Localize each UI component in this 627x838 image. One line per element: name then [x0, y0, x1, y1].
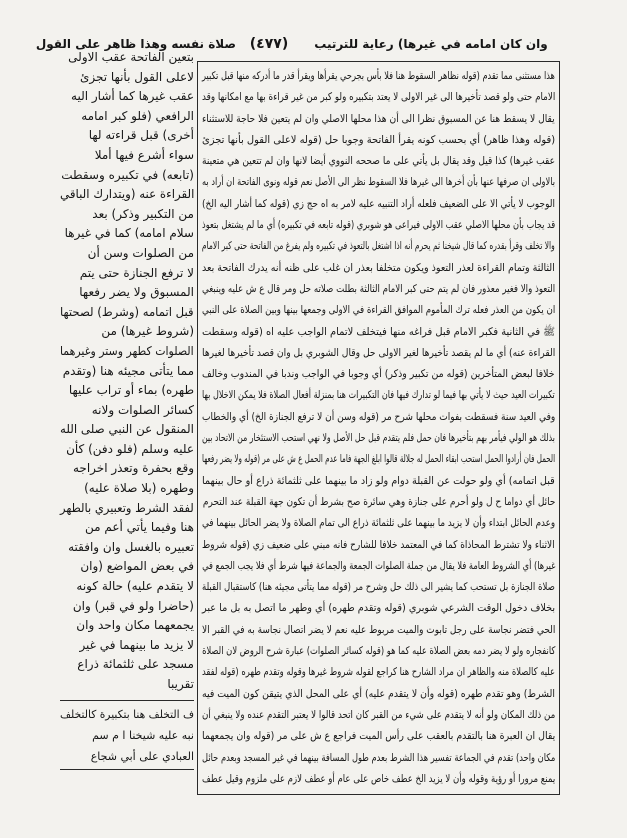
commentary-line [202, 364, 555, 385]
margin-line-text: قبل اتمامه (وشرط) لصحتها [60, 304, 194, 319]
commentary-line-text: الامام حتى ولو قصد تأخيرها الى غير الاولى لا يعتد بتكبيره ولو كبر من غير قراءة بها مع امكانها وقد [201, 91, 555, 104]
commentary-line-text: ان يكون من العذر فعله ترك المأموم الموافق القراءة في الاولى وجمعها بينها وبين الصلاة على النبي [201, 304, 555, 317]
commentary-line-text: ﷺ في الثانية فكبر الامام قبل فراغه منها فيتخلف لاتمام الواجب عليه اه (قوله وسقطت [201, 325, 555, 338]
margin-line-text: لا ترفع الجنازة حتى يتم [79, 265, 194, 280]
commentary-line-text: الثالثة وتمام القراءة لعذر التعوذ ويكون متخلفا بعذر ان غلب على ظنه أنه يدرك الفاتحة بعد [202, 261, 555, 274]
commentary-line [202, 471, 555, 492]
margin-line-text: سلام امامه) كما في غيرها [64, 226, 194, 241]
commentary-line-text: القراءة عنه) أي ما لم يقصد تأخيرها لغير الاولى حل وقال الشوبري بل وان قصد تأخيرها لغيرها [201, 346, 555, 359]
commentary-line [202, 322, 555, 343]
footnote-line-text: العبادي على أبي شجاع [90, 750, 194, 763]
commentary-line [202, 258, 555, 279]
commentary-line-text: التعوذ والا فغير معذور فان لم يتم حتى كبر الامام الثالثة بطلت صلاته حل ومر قال ع ش عليه وينبغي [201, 282, 555, 295]
margin-line-text: لاعلى القول بأنها تجزئ [79, 69, 194, 84]
margin-line-text: لا يتقدم عليه) حالة كونه [76, 579, 194, 594]
commentary-line [202, 385, 555, 406]
margin-line [60, 48, 194, 68]
margin-line-text: مسجد على ثلثمائة ذراع [77, 657, 194, 672]
commentary-line [202, 449, 555, 470]
commentary-line-text: يقال لا يسقط هنا عن المسبوق نظرا الى أن هذا محلها الاصلي وان لم يتعين فلا حاجة للاستثناء [202, 112, 555, 125]
margin-line-text: القراءة عنه (ويتدارك الباقي [59, 187, 194, 202]
running-header-left: صلاة نفسه وهذا ظاهر على القول [35, 37, 236, 51]
margin-line-text: يجمعهما مكان واحد وان [76, 618, 194, 633]
margin-line [60, 322, 194, 342]
commentary-line [202, 726, 555, 747]
margin-line-text: تقريبا [167, 677, 194, 691]
commentary-line-text: غيرها) أي الشروط العامة فلا يقال من جملة الصلوات الجمعة والجماعة فيها شرط أي فلا يجب الجمع في [201, 559, 555, 572]
margin-line-text: (شروط غيرها) من [101, 324, 194, 339]
commentary-line [202, 769, 555, 790]
commentary-line-text: تكبيرات العيد حيث لا يأتي بها فيما لو تدارك فيها فان التكبيرات هنا بمنزلة أفعال الصلاة فلا يمكن الاخلال بها [202, 389, 555, 402]
commentary-line-text: عقب غيرها) كذا قيل وقد يقال بل يأتي على ما صححه النووي أيضا لانها وان لم تتعين هي متعينة [202, 155, 555, 168]
commentary-line [202, 684, 555, 705]
commentary-line [202, 194, 555, 215]
commentary-line [202, 172, 555, 193]
margin-line-text: تعبيره بالغسل وان وافقته [68, 539, 194, 554]
commentary-line-text: بالاولى ان صرفها عنها بأن أخرها الى غيرها فلا السقوط نظر الى الأصل نعم قوله ونوى الفاتحة ان أراد به [201, 176, 555, 189]
commentary-line-text: قد يجاب بأن محلها الاصلي عقب الاولى فيراعى هو شوبري (قوله تابعه في تكبيره) أي ما لم يشتغل بتعوذ [201, 219, 555, 232]
commentary-line [202, 428, 555, 449]
margin-line-text: مما يتأتى مجيئه هنا (وتقدم [62, 363, 194, 378]
commentary-line [202, 300, 555, 321]
margin-line-text: المسبوق ولا يضر رفعها [79, 285, 194, 300]
commentary-line [202, 236, 555, 257]
commentary-line-text: يمنع مرورا أو رؤية وقوله وأن لا يزيد الخ عطف خاص على عام أو عطف لازم على ملزوم وقيل عطف [201, 772, 555, 785]
commentary-line-text: عليه كالصلاة منه والظاهر ان مراد الشارح هنا كراجع لقوله شروط غيرها وقوله وتقدم طهره (قوله لفقد [201, 666, 555, 679]
margin-line-text: من التكبير وذكر) بعد [92, 206, 194, 221]
commentary-line-text: مكان واحد) تقدم في الجماعة تفسير هذا الشرط بعدم طول المسافة بينهما في غير المسجد وبعدم حائل [201, 751, 555, 764]
commentary-line-text: وعدم الحائل ابتداء وأن لا يزيد ما بينهما على ثلثمائة ذراع الى تمام الصلاة ولا يضر الحائل بينهما في [201, 517, 555, 530]
footnote-line-text: نبه عليه شيخنا ا م سم [92, 729, 194, 742]
commentary-line [202, 109, 555, 130]
margin-line-text: وقع بحفرة وتعذر اخراجه [72, 461, 194, 476]
commentary-line [202, 641, 555, 662]
margin-line-text: من الصلوات وسن أن [87, 245, 194, 260]
footnote-line-text: ف التخلف هنا بتكبيرة كالتخلف [59, 708, 194, 721]
commentary-line [202, 151, 555, 172]
margin-line-text: المنقول عن النبي صلى الله [60, 422, 194, 437]
commentary-line-text: كانفجاره ولو لا يضر دمه بعض الصلاة عليه كما هو (قوله كسائر الصلوات) عبارة شرح الروض لان الصلاة [201, 645, 555, 658]
commentary-line [202, 748, 555, 769]
page-number: (٤٧٧) [249, 36, 289, 52]
commentary-line [202, 556, 555, 577]
commentary-line [202, 66, 555, 87]
commentary-line [202, 343, 555, 364]
commentary-line-text: هذا مستثنى مما تقدم (قوله نظاهر السقوط هنا فلا بأس بجرحي يقرأها ويقرأ قدر ما أدركه منها قبل تكبير [202, 70, 555, 82]
margin-line-text: هنا وفيما يأتي أعم من [85, 520, 194, 535]
margin-line-text: الرافعي (فلو كبر امامه [81, 108, 194, 123]
commentary-line-text: والا تخلف وقرأ بقدره كما قال شيخنا ثم يحرم أنه اذا اشتغل بالتعوذ في تكبيره ولم يفرغ من الفاتحة حتى كبر الامام [202, 240, 555, 253]
commentary-line-text: بخلاف دخول الوقت الشرعي شوبري (قوله وتقدم طهره) أي وطهر ما اتصل به بل ما عبر [201, 602, 555, 615]
commentary-block [197, 61, 560, 795]
commentary-line [202, 620, 555, 641]
commentary-line-text: الوجوب لا يأتي الا على الضعيف فلعله أراد التنبيه عليه لامر به اه حج زي (قوله كما أشار اليه الخ) [202, 197, 555, 210]
commentary-line-text: من ذلك المكان ولو أنه لا يتقدم على شيء من القبر كان اتحد قالوا لا يعتبر التقدم عنده ولا ينبغي أن [201, 708, 555, 721]
commentary-line-text: الحي فتضر نجاسة على رجل تابوت والميت مربوط عليه نعم لا يضر اتصال نجاسة به في القبر الا [201, 623, 555, 636]
margin-line-text: لفقد الشرط وتعبيري بالطهر [60, 500, 194, 515]
commentary-line-text: الاثناء ولا تشترط المحاذاة كما في المعتمد خلافا للشارح فانه مبني على ضعيف زي (قوله شروط [202, 538, 555, 551]
commentary-line-text: خلافا لبعض المتأخرين (قوله من تكبير وذكر) أي وجوبا في الواجب وندبا في المندوب وخالف [202, 368, 555, 381]
commentary-line [202, 279, 555, 300]
commentary-line-text: بذلك هو الولي فيأمر بهم بتأخيرها فان حمل فلم يتقدم قبل حل الأصل ولا نهي استحب الاستئخار من الاتحاد بين [202, 432, 555, 445]
commentary-line-text: حائل أي دواما ح ل ولو أحرم على جنازة وهي سائرة صح بشرط أن تكون جهة القبلة عند التحرم [202, 495, 555, 508]
commentary-line [202, 87, 555, 108]
margin-line-text: الصلوات كطهر وستر وغيرهما [60, 343, 194, 358]
commentary-line-text: (قوله وهذا ظاهر) أي بحسب كونه يقرأ الفاتحة وجوبا حل (قوله لاعلى القول بأنها تجزئ [201, 133, 555, 146]
running-header-right: وان كان امامه في غيرها) رعاية للترتيب [314, 37, 548, 51]
commentary-line-text: يقال ان العبرة هنا بالتقدم بالعقب على رأس الميت فراجع ع ش على مر (قوله وان يجمعهما [201, 730, 555, 743]
commentary-line-text: الشرط) وهو تقدم طهره (قوله وأن لا يتقدم عليه) أي على المحل الذي يتيقن كون الميت فيه [202, 687, 555, 700]
commentary-line-text: قبل اتمامه) أي ولو حولت عن القبلة دوام ولو زاد ما بينهما على ثلثمائة ذراع أو حال بينهما [202, 474, 555, 487]
commentary-line [202, 662, 555, 683]
commentary-line [202, 598, 555, 619]
margin-line-text: عليه وسلم (فلو دفن) كأن [66, 441, 194, 456]
commentary-line [202, 535, 555, 556]
margin-line-text: بتعين الفاتحة عقب الاولى [68, 50, 194, 64]
margin-line-text: كسائر الصلوات ولانه [91, 402, 194, 417]
commentary-line [202, 130, 555, 151]
commentary-line [202, 513, 555, 534]
commentary-line-text: الحمل فان أرادوا الحمل استحب ابقاء الحمل له جلالة قالوا ابلغ الجهة فاما عدم الحمل ع ش على مر (قوله ولا يضر رفعها [201, 453, 555, 466]
margin-line-text: وطهره (بلا صلاة عليه) [84, 481, 194, 496]
margin-line-text: سواء أشرع فيها أملا [94, 147, 194, 162]
commentary-line [202, 577, 555, 598]
margin-line-text: لا يزيد ما بينهما في غير [79, 637, 194, 652]
margin-line-text: طهره) بماء أو تراب عليها [68, 383, 194, 398]
commentary-line [202, 705, 555, 726]
margin-line-text: عقب غيرها كما أشار اليه [71, 89, 194, 104]
margin-line-text: (حاضرا ولو في قبر) وان [72, 598, 194, 613]
commentary-line-text: صلاة الجنازة بل تستحب كما يشير الى ذلك حل وشرح مر (قوله مما يتأتى مجيئه هنا) كاستقبال القبلة [202, 581, 555, 594]
commentary-line [202, 215, 555, 236]
commentary-line-text: وفي العيد سنة فسقطت بفوات محلها شرح مر (قوله وسن أن لا ترفع الجنازة الخ) أي والخطاب [201, 410, 555, 423]
margin-line-text: (تابعه) في تكبيره وسقطت [61, 167, 194, 182]
commentary-line [202, 407, 555, 428]
margin-line-text: في بعض المواضع (وان [80, 559, 194, 574]
margin-line-text: أخرى) قبل قراءته لها [88, 128, 194, 143]
commentary-line [202, 492, 555, 513]
